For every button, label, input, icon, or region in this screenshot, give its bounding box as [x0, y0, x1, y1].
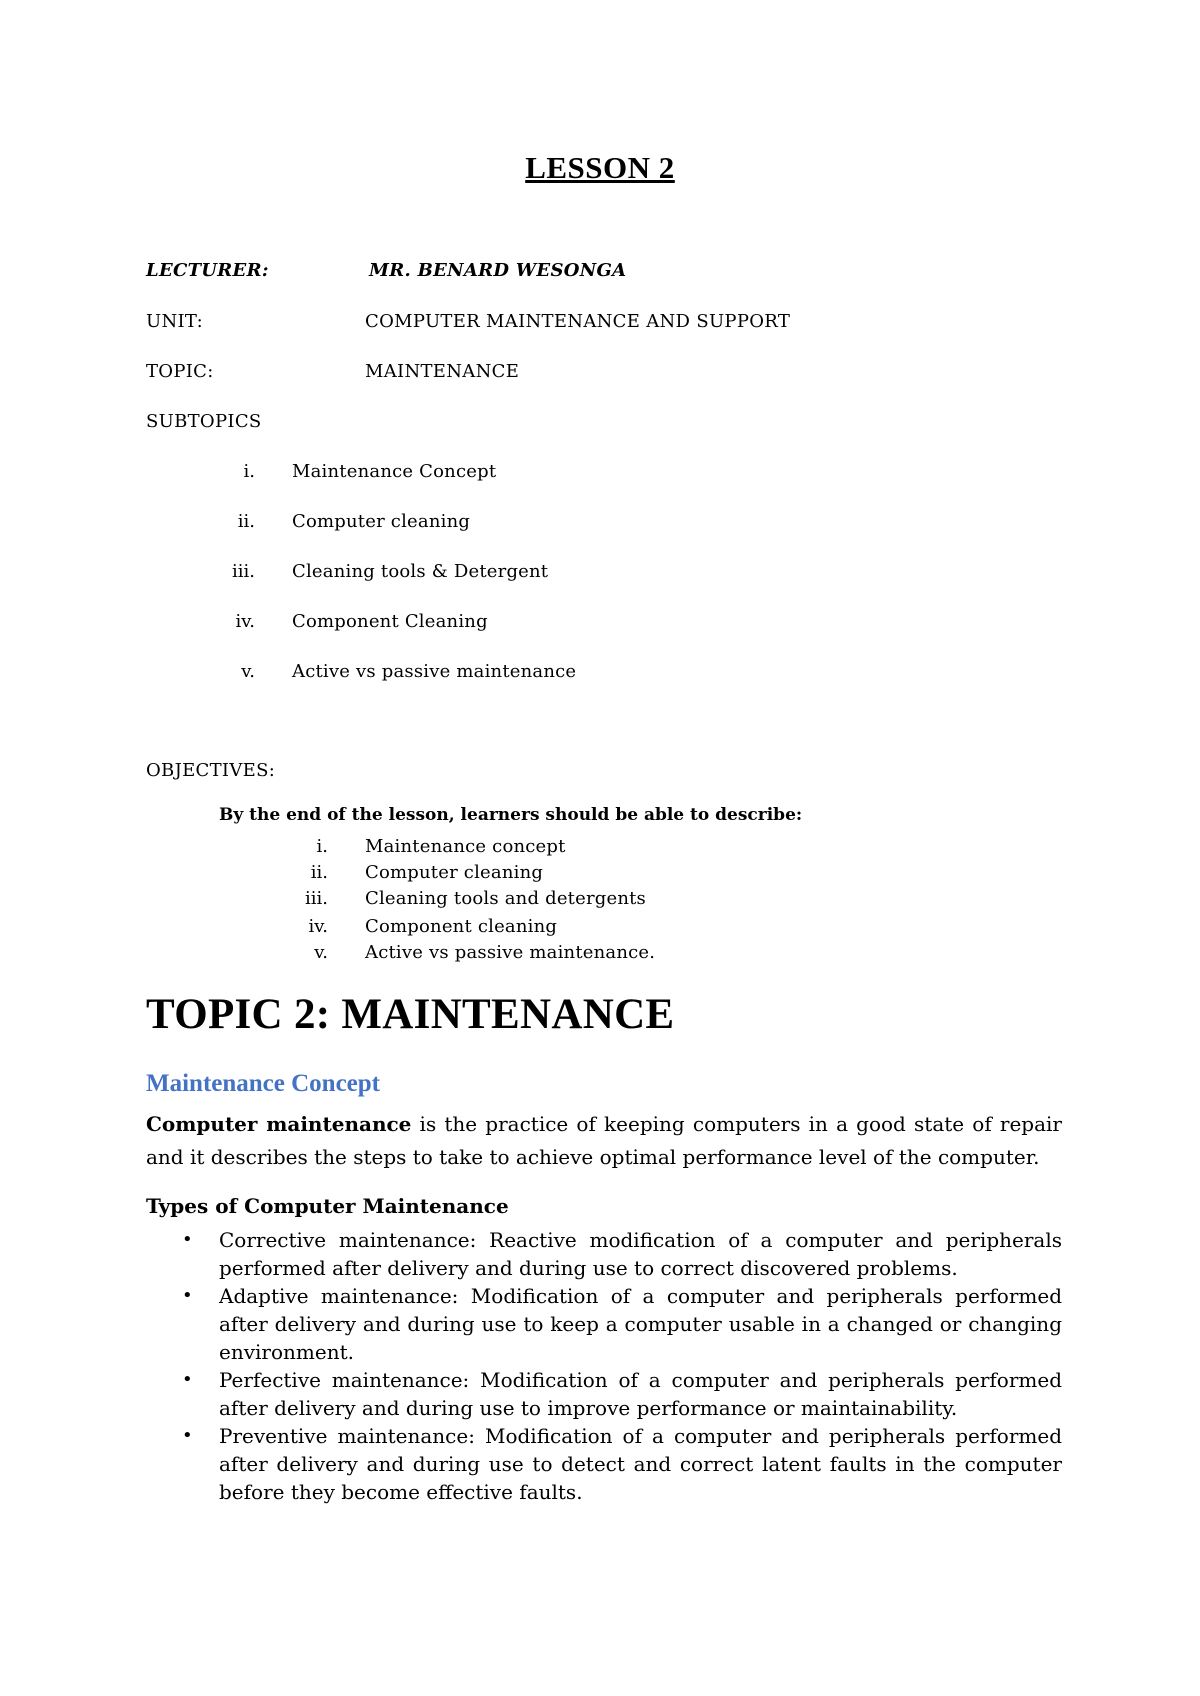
subtopics-label: SUBTOPICS — [146, 411, 262, 432]
unit-value: COMPUTER MAINTENANCE AND SUPPORT — [365, 311, 791, 332]
subtopic-number: ii. — [237, 511, 255, 532]
objectives-lead: By the end of the lesson, learners should be able to describe: — [219, 805, 803, 825]
type-text: Adaptive maintenance: Modification of a computer and peripherals performed after delivery and during use to keep a computer usable in a changed or changing environment. — [219, 1284, 1062, 1364]
subtopic-number: iv. — [235, 611, 255, 632]
types-heading: Types of Computer Maintenance — [146, 1194, 509, 1218]
type-text: Perfective maintenance: Modification of a computer and peripherals performed after delivery and during use to improve performance or maintainability. — [219, 1368, 1062, 1420]
objective-number: iii. — [305, 888, 328, 909]
concept-heading: Maintenance Concept — [146, 1070, 380, 1097]
bullet-icon: • — [182, 1425, 193, 1446]
objective-number: iv. — [308, 916, 328, 937]
objective-item: Component cleaning — [365, 916, 558, 937]
objective-item: Cleaning tools and detergents — [365, 888, 646, 909]
subtopic-item: Component Cleaning — [292, 611, 488, 632]
lesson-title: LESSON 2 — [525, 150, 675, 185]
type-text: Preventive maintenance: Modification of a computer and peripherals performed after delivery and during use to detect and correct latent faults in the computer before they become effective faults. — [219, 1424, 1062, 1504]
concept-paragraph — [146, 1108, 1062, 1174]
list-item — [146, 1282, 1062, 1366]
objective-number: v. — [314, 942, 328, 963]
objective-number: i. — [316, 836, 328, 857]
subtopic-number: i. — [243, 461, 255, 482]
objective-item: Active vs passive maintenance. — [365, 942, 656, 963]
subtopic-item: Active vs passive maintenance — [292, 661, 577, 682]
subtopic-number: v. — [241, 661, 255, 682]
subtopic-item: Maintenance Concept — [292, 461, 497, 482]
concept-term: Computer maintenance — [146, 1112, 412, 1136]
type-text: Corrective maintenance: Reactive modification of a computer and peripherals performed after delivery and during use to correct discovered problems. — [219, 1228, 1062, 1280]
objective-number: ii. — [310, 862, 328, 883]
objective-item: Maintenance concept — [365, 836, 566, 857]
list-item — [146, 1422, 1062, 1506]
subtopic-item: Cleaning tools & Detergent — [292, 561, 549, 582]
unit-label: UNIT: — [146, 311, 203, 332]
topic-value: MAINTENANCE — [365, 361, 520, 382]
topic-label: TOPIC: — [146, 361, 214, 382]
list-item — [146, 1366, 1062, 1422]
bullet-icon: • — [182, 1285, 193, 1306]
concept-definition: is the practice of keeping computers in a good state of repair and it describes the steps to take to achieve optimal performance level of the computer. — [146, 1112, 1062, 1169]
bullet-icon: • — [182, 1369, 193, 1390]
objective-item: Computer cleaning — [365, 862, 544, 883]
types-list — [146, 1226, 1062, 1506]
list-item — [146, 1226, 1062, 1282]
subtopic-number: iii. — [232, 561, 255, 582]
topic-heading: TOPIC 2: MAINTENANCE — [146, 991, 675, 1038]
bullet-icon: • — [182, 1229, 193, 1250]
lecturer-label: LECTURER: — [146, 260, 269, 281]
subtopic-item: Computer cleaning — [292, 511, 471, 532]
lecturer-value: MR. BENARD WESONGA — [369, 260, 627, 281]
objectives-label: OBJECTIVES: — [146, 760, 276, 781]
